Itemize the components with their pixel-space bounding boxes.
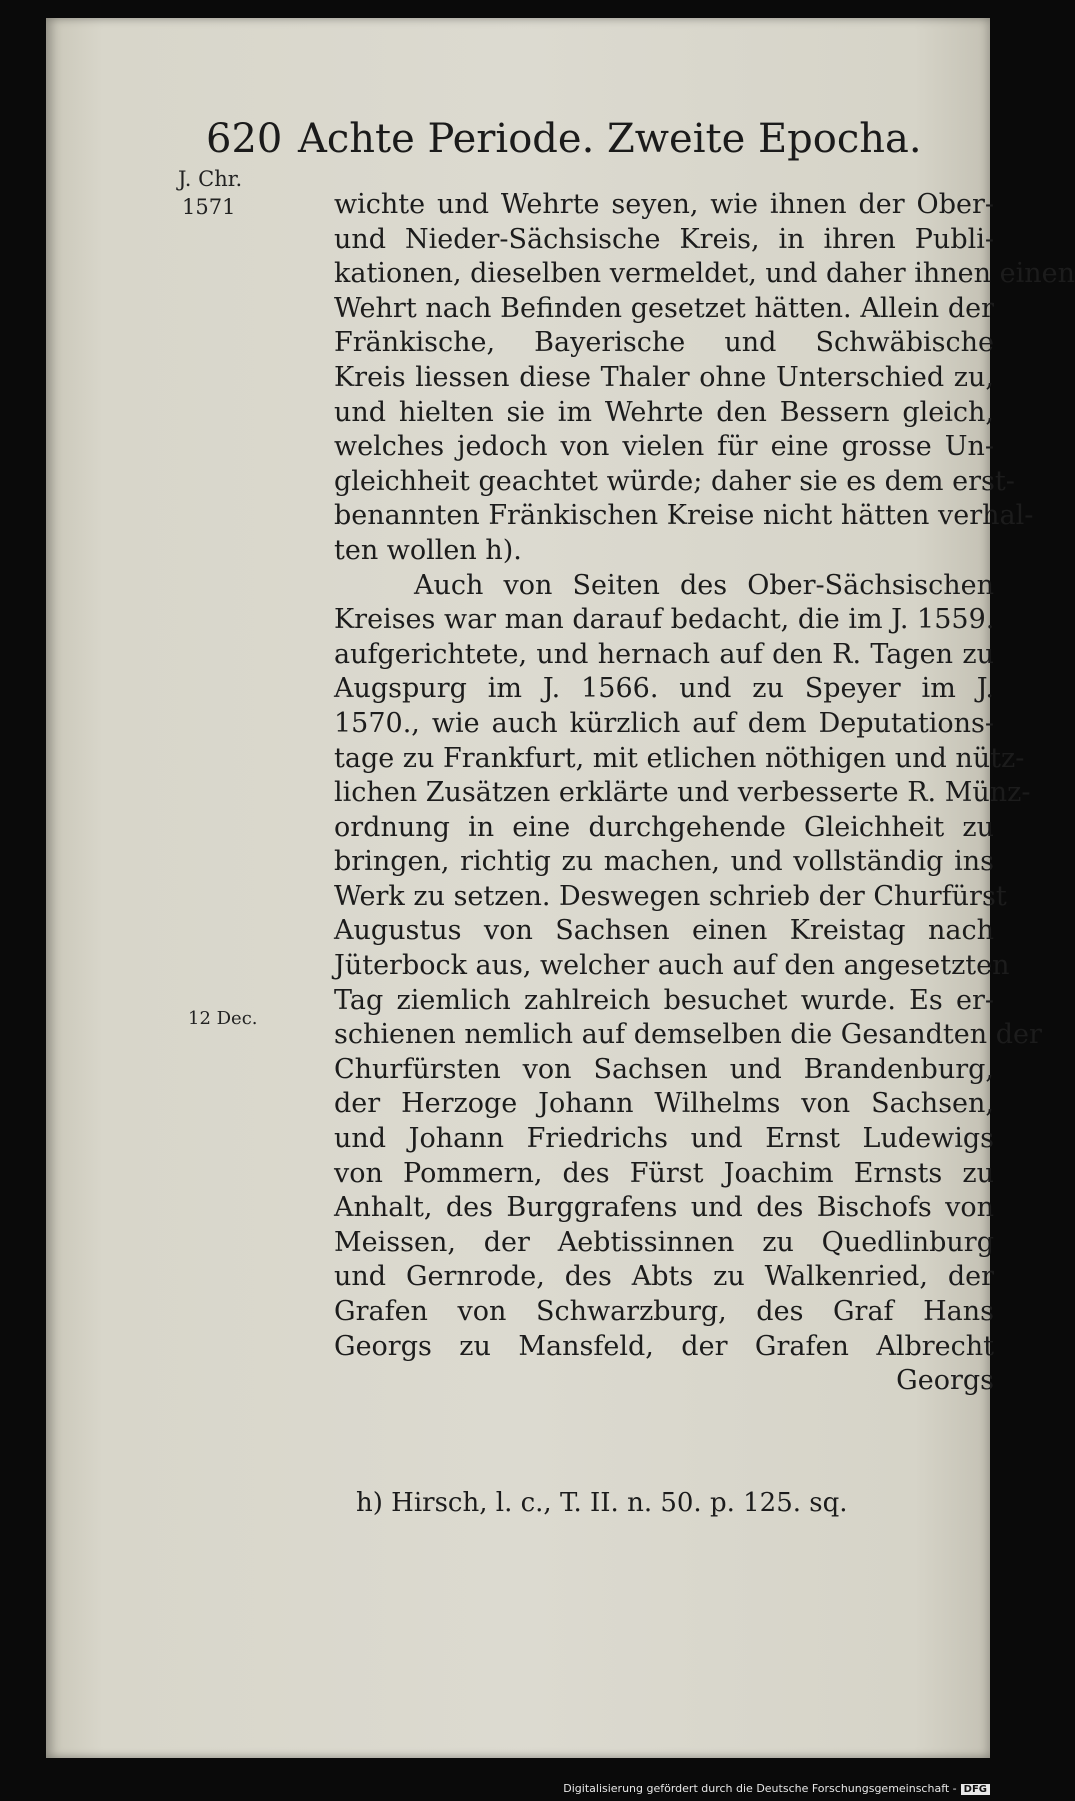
text-line: Auch von Seiten des Ober-Sächsischen xyxy=(414,569,994,601)
text-line: von Pommern, des Fürst Joachim Ernsts zu xyxy=(334,1157,994,1189)
running-header xyxy=(206,116,922,162)
text-line: und Gernrode, des Abts zu Walkenried, der xyxy=(334,1261,994,1293)
credit-text: Digitalisierung gefördert durch die Deutsche Forschungsgemeinschaft - xyxy=(563,1782,957,1795)
text-line: Fränkische, Bayerische und Schwäbische xyxy=(334,327,994,359)
text-line: lichen Zusätzen erklärte und verbesserte R. Münz- xyxy=(334,777,1031,809)
text-line: 1570., wie auch kürzlich auf dem Deputations- xyxy=(334,707,994,739)
footnote: h) Hirsch, l. c., T. II. n. 50. p. 125. sq. xyxy=(356,1488,848,1518)
text-line: Tag ziemlich zahlreich besuchet wurde. Es er- xyxy=(334,984,994,1016)
text-line: Jüterbock aus, welcher auch auf den angesetzten xyxy=(334,950,1010,982)
body-text xyxy=(334,188,1075,1399)
text-line: der Herzoge Johann Wilhelms von Sachsen, xyxy=(334,1088,994,1120)
text-line: und hielten sie im Wehrte den Bessern gleich, xyxy=(334,396,994,428)
text-line: welches jedoch von vielen für eine grosse Un- xyxy=(334,431,994,463)
text-line: benannten Fränkischen Kreise nicht hätten verhal- xyxy=(334,500,1034,532)
text-line: und Johann Friedrichs und Ernst Ludewigs xyxy=(334,1123,994,1155)
text-line: und Nieder-Sächsische Kreis, in ihren Publi- xyxy=(334,223,994,255)
text-line: tage zu Frankfurt, mit etlichen nöthigen und nütz- xyxy=(334,742,1025,774)
digitization-credit xyxy=(563,1782,990,1795)
text-line: Augspurg im J. 1566. und zu Speyer im J. xyxy=(334,673,994,705)
text-line: Augustus von Sachsen einen Kreistag nach xyxy=(334,915,994,947)
dfg-logo: DFG xyxy=(961,1784,990,1795)
text-line: Kreis liessen diese Thaler ohne Unterschied zu, xyxy=(334,361,994,393)
running-title: Achte Periode. Zweite Epocha. xyxy=(298,116,922,162)
text-line: ten wollen h). xyxy=(334,534,522,566)
text-line: Wehrt nach Befinden gesetzet hätten. Allein der xyxy=(334,292,994,324)
text-line: Churfürsten von Sachsen und Brandenburg, xyxy=(334,1053,994,1085)
margin-note-date: 12 Dec. xyxy=(188,1008,258,1029)
text-line: bringen, richtig zu machen, und vollständig ins xyxy=(334,846,994,878)
margin-note-year-label: J. Chr. xyxy=(178,167,243,191)
page-number: 620 xyxy=(206,116,283,162)
text-line: ordnung in eine durchgehende Gleichheit zu xyxy=(334,811,994,843)
text-line: Grafen von Schwarzburg, des Graf Hans xyxy=(334,1296,994,1327)
book-page xyxy=(46,18,1075,1758)
text-line: aufgerichtete, und hernach auf den R. Tagen zu xyxy=(334,638,994,670)
text-line: Werk zu setzen. Deswegen schrieb der Churfürst xyxy=(334,880,1007,912)
text-line: Meissen, der Aebtissinnen zu Quedlinburg xyxy=(334,1226,994,1258)
catchword: Georgs xyxy=(896,1365,994,1397)
text-line: kationen, dieselben vermeldet, und daher ihnen einen xyxy=(334,258,1075,290)
text-line: Anhalt, des Burggrafens und des Bischofs von xyxy=(334,1192,994,1224)
text-line: schienen nemlich auf demselben die Gesandten der xyxy=(334,1019,1042,1051)
text-line: gleichheit geachtet würde; daher sie es dem erst- xyxy=(334,465,1015,497)
text-line: wichte und Wehrte seyen, wie ihnen der Ober- xyxy=(334,189,994,220)
text-line: Georgs zu Mansfeld, der Grafen Albrecht xyxy=(334,1330,994,1362)
margin-note-year: 1571 xyxy=(182,195,236,219)
text-line: Kreises war man darauf bedacht, die im J. 1559. xyxy=(334,604,995,636)
